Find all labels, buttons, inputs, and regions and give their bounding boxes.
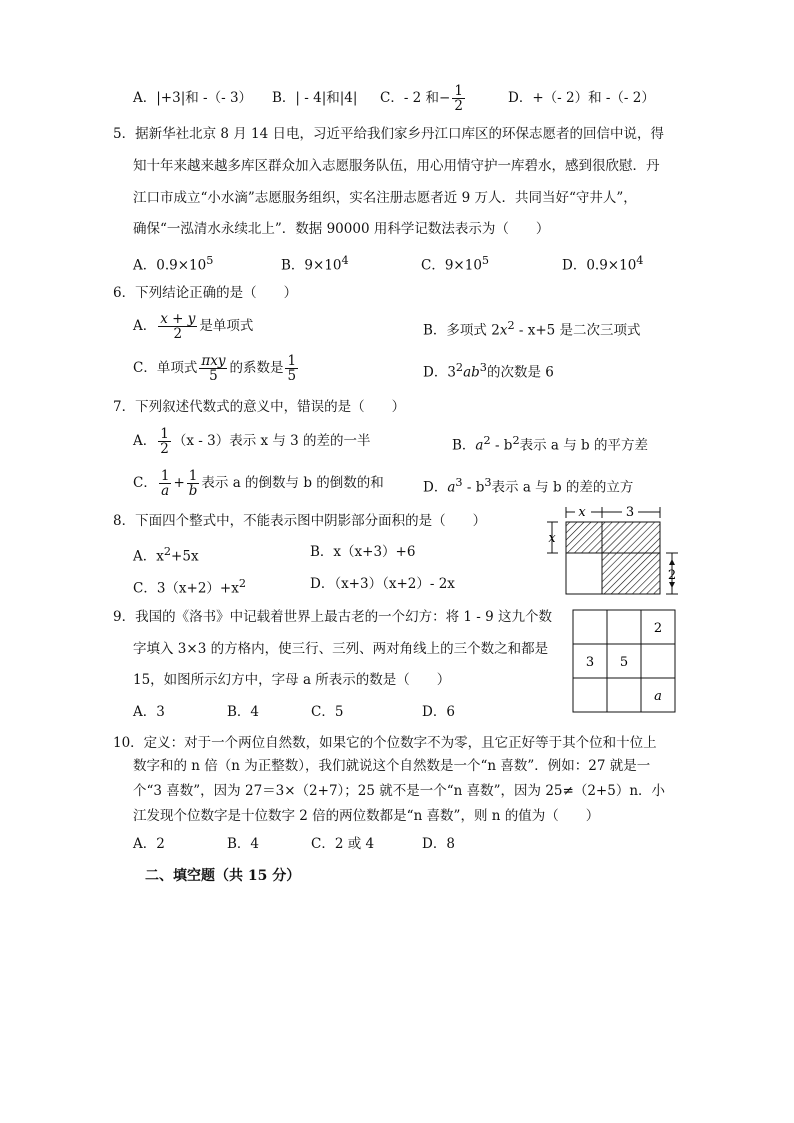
q8-stem: 8．下面四个整式中，不能表示图中阴影部分面积的是（ ） (113, 513, 487, 529)
q5-line3: 江口市成立“小水滴”志愿服务组织，实名注册志愿者近 9 万人．共同当好“守井人”， (133, 190, 637, 206)
q10-option-a: A．2 (133, 836, 165, 852)
q9-cell-r1c3: 2 (653, 621, 663, 636)
q5-option-b: B．$9\times 10^4$ (281, 254, 349, 274)
q7-option-d: D．$a^3 - b^3$表示 a 与 b 的差的立方 (423, 476, 634, 496)
q7-option-a: A． $\frac{1}{2}$ （x - 3）表示 x 与 3 的差的一半 (133, 425, 371, 457)
q5-option-c: C．$9\times 10^5$ (421, 254, 490, 274)
q9-cell-r3c3: a (654, 689, 662, 704)
q10-line3: 个“3 喜数”，因为 27＝3×（2+7）；25 就不是一个“n 喜数”，因为 25≠（2+5）n．小 (133, 783, 666, 799)
q9-cell-r2c2: 5 (619, 655, 629, 670)
q10-line1: 10．定义：对于一个两位自然数，如果它的个位数字不为零，且它正好等于其个位和十位上 (113, 735, 657, 751)
q8-area-figure (542, 500, 692, 605)
q6-option-d: D．$3^2ab^3$的次数是 6 (423, 361, 554, 381)
q4-option-c-fraction: $\frac{1}{2}$ (454, 82, 463, 114)
q4-option-d: D．+（- 2）和 -（- 2） (508, 90, 655, 106)
q9-line3: 15，如图所示幻方中，字母 a 所表示的数是（ ） (133, 672, 451, 688)
q8-fig-label-3-top: 3 (625, 505, 635, 520)
q7-option-b: B．$a^2 - b^2$表示 a 与 b 的平方差 (452, 434, 648, 454)
q6-option-c: C．单项式 $\frac{\text{πxy}}{5}$ 的系数是 $\frac{1}{5}$ (133, 352, 297, 384)
q10-option-b: B．4 (227, 836, 260, 852)
q10-line2: 数字和的 n 倍（n 为正整数），我们就说这个自然数是一个“n 喜数”．例如：27 就是一 (133, 758, 651, 774)
q10-line4: 江发现个位数字是十位数字 2 倍的两位数都是“n 喜数”，则 n 的值为（ ） (133, 808, 600, 824)
q4-option-c-label: C．- 2 和− (380, 90, 451, 106)
q8-fig-label-x-top: x (578, 505, 586, 520)
q6-stem: 6．下列结论正确的是（ ） (113, 285, 298, 301)
q9-option-c: C．5 (311, 704, 344, 720)
q8-option-c: C．$3(x+2)+x^2$ (133, 577, 247, 597)
q4-option-b: B．| - 4|和|4| (272, 90, 358, 106)
q9-option-b: B．4 (227, 704, 260, 720)
q4-option-a: A．|+3|和 -（- 3） (133, 90, 253, 106)
q7-stem: 7．下列叙述代数式的意义中，错误的是（ ） (113, 399, 406, 415)
q5-option-d: D．$0.9\times 10^4$ (562, 254, 644, 274)
q5-line1: 5．据新华社北京 8 月 14 日电，习近平给我们家乡丹江口库区的环保志愿者的回信中说，得 (113, 126, 665, 142)
section-title-fill-in: 二、填空题（共 15 分） (145, 868, 301, 884)
q9-cell-r2c1: 3 (585, 655, 595, 670)
q6-option-b: B．多项式 $2x^2 - x+5$ 是二次三项式 (423, 319, 641, 339)
q4-option-c (380, 78, 467, 118)
q8-fig-label-2-right: 2 (667, 568, 677, 583)
q9-option-a: A．3 (133, 704, 165, 720)
q9-line2: 字填入 3×3 的方格内，使三行、三列、两对角线上的三个数之和都是 (133, 641, 549, 657)
q5-line4: 确保“一泓清水永续北上”．数据 90000 用科学记数法表示为（ ） (133, 221, 550, 237)
q7-option-c: C． $\frac{1}{a}$ + $\frac{1}{b}$ 表示 a 的倒数与 b 的倒数的和 (133, 467, 384, 499)
q8-option-a: A．$x^2+5x$ (133, 545, 199, 565)
q8-fig-label-x-left: x (548, 531, 556, 546)
q9-magic-square (572, 609, 676, 713)
q8-option-b: B．x（x+3）+6 (310, 544, 416, 560)
q6-option-a: A． $\frac{x + y}{2}$ 是单项式 (133, 310, 254, 342)
q5-option-a: A．$0.9\times 10^5$ (133, 254, 214, 274)
q9-line1: 9．我国的《洛书》中记载着世界上最古老的一个幻方：将 1 - 9 这九个数 (113, 609, 552, 625)
q8-option-d: D．（x+3）（x+2）- 2x (310, 576, 455, 592)
q10-option-c: C．2 或 4 (311, 836, 375, 852)
q5-line2: 知十年来越来越多库区群众加入志愿服务队伍，用心用情守护一库碧水，感到很欣慰．丹 (133, 158, 660, 174)
q9-option-d: D．6 (422, 704, 455, 720)
q10-option-d: D．8 (422, 836, 455, 852)
